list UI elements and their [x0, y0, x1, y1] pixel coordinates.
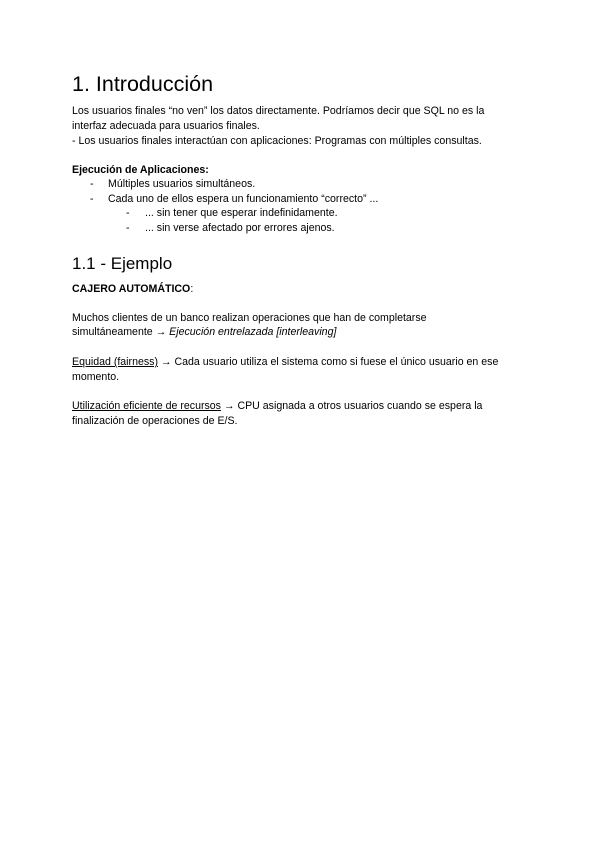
util-text: → CPU asignada a otros usuarios cuando se espera la	[220, 400, 483, 412]
intro-line-2: interfaz adecuada para usuarios finales.	[72, 120, 260, 132]
util-line-2: finalización de operaciones de E/S.	[72, 415, 238, 427]
page-title: 1. Introducción	[72, 72, 214, 96]
bullet-dash: -	[90, 178, 94, 190]
section-title: 1.1 - Ejemplo	[72, 254, 173, 273]
sub-bullet-dash: -	[126, 222, 130, 234]
cajero-label: CAJERO AUTOMÁTICO	[72, 283, 191, 295]
equidad-term: Equidad (fairness)	[72, 356, 158, 368]
equidad-line-2: momento.	[72, 371, 120, 383]
interleaving-term: Ejecución entrelazada [interleaving]	[169, 326, 337, 338]
exec-subitem-2: ... sin verse afectado por errores ajenos.	[145, 222, 335, 234]
exec-item-1: Múltiples usuarios simultáneos.	[108, 178, 256, 190]
muchos-line-2	[72, 325, 336, 340]
intro-line-3: - Los usuarios finales interactúan con aplicaciones: Programas con múltiples consultas.	[72, 135, 482, 147]
exec-item-2: Cada uno de ellos espera un funcionamiento “correcto” ...	[108, 193, 379, 205]
equidad-line-1	[72, 355, 498, 370]
muchos-line-2-text: simultáneamente →	[72, 326, 170, 338]
cajero-heading	[72, 282, 193, 297]
equidad-text: → Cada usuario utiliza el sistema como si fuese el único usuario en ese	[157, 356, 499, 368]
bullet-dash: -	[90, 193, 94, 205]
util-term: Utilización eficiente de recursos	[72, 400, 221, 412]
exec-heading: Ejecución de Aplicaciones:	[72, 164, 209, 176]
util-line-1	[72, 399, 482, 414]
exec-subitem-1: ... sin tener que esperar indefinidamente.	[145, 207, 338, 219]
intro-line-1: Los usuarios finales “no ven” los datos directamente. Podríamos decir que SQL no es la	[72, 105, 485, 117]
cajero-colon: :	[190, 283, 194, 295]
muchos-line-1: Muchos clientes de un banco realizan operaciones que han de completarse	[72, 312, 427, 324]
sub-bullet-dash: -	[126, 207, 130, 219]
